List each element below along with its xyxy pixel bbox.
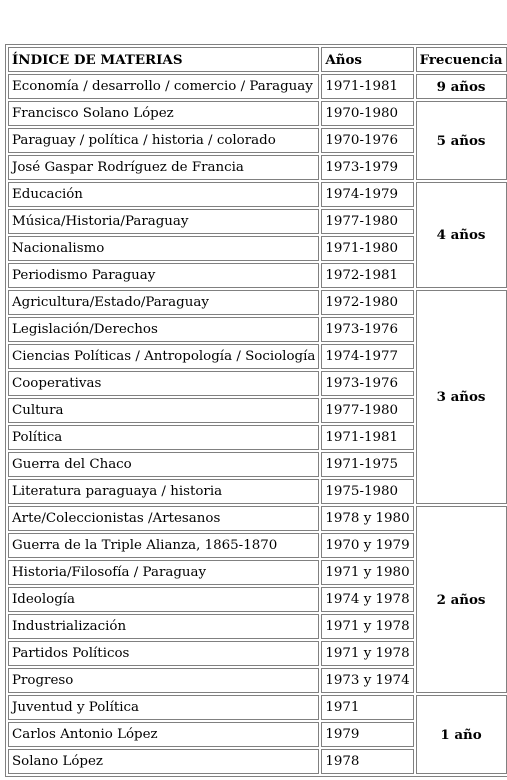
anos-cell: 1973-1976 <box>321 371 413 396</box>
materia-cell: Guerra de la Triple Alianza, 1865-1870 <box>8 533 319 558</box>
anos-cell: 1970 y 1979 <box>321 533 413 558</box>
anos-cell: 1977-1980 <box>321 209 413 234</box>
materia-cell: Partidos Políticos <box>8 641 319 666</box>
materia-cell: Política <box>8 425 319 450</box>
materia-cell: Francisco Solano López <box>8 101 319 126</box>
materia-cell: Legislación/Derechos <box>8 317 319 342</box>
frecuencia-cell: 5 años <box>416 101 507 180</box>
anos-cell: 1971-1981 <box>321 425 413 450</box>
table-row <box>8 182 507 207</box>
materia-cell: Arte/Coleccionistas /Artesanos <box>8 506 319 531</box>
frecuencia-cell: 1 año <box>416 695 507 774</box>
anos-cell: 1971-1980 <box>321 236 413 261</box>
anos-cell: 1970-1980 <box>321 101 413 126</box>
header-frecuencia: Frecuencia <box>416 47 507 72</box>
anos-cell: 1971-1975 <box>321 452 413 477</box>
materia-cell: José Gaspar Rodríguez de Francia <box>8 155 319 180</box>
materia-cell: Carlos Antonio López <box>8 722 319 747</box>
anos-cell: 1978 y 1980 <box>321 506 413 531</box>
anos-cell: 1974-1979 <box>321 182 413 207</box>
anos-cell: 1971 y 1978 <box>321 641 413 666</box>
materia-cell: Nacionalismo <box>8 236 319 261</box>
table-row <box>8 506 507 531</box>
materia-cell: Ciencias Políticas / Antropología / Sociología <box>8 344 319 369</box>
materia-cell: Educación <box>8 182 319 207</box>
header-anos: Años <box>321 47 413 72</box>
anos-cell: 1972-1980 <box>321 290 413 315</box>
materia-cell: Paraguay / política / historia / colorado <box>8 128 319 153</box>
header-row <box>8 47 507 72</box>
table-row <box>8 695 507 720</box>
materia-cell: Progreso <box>8 668 319 693</box>
anos-cell: 1977-1980 <box>321 398 413 423</box>
table-row <box>8 290 507 315</box>
materia-cell: Solano López <box>8 749 319 774</box>
materia-cell: Cooperativas <box>8 371 319 396</box>
materia-cell: Historia/Filosofía / Paraguay <box>8 560 319 585</box>
anos-cell: 1974 y 1978 <box>321 587 413 612</box>
materia-cell: Cultura <box>8 398 319 423</box>
anos-cell: 1973-1979 <box>321 155 413 180</box>
table-row <box>8 74 507 99</box>
anos-cell: 1979 <box>321 722 413 747</box>
materia-cell: Economía / desarrollo / comercio / Paraguay <box>8 74 319 99</box>
materia-cell: Música/Historia/Paraguay <box>8 209 319 234</box>
frecuencia-cell: 3 años <box>416 290 507 504</box>
materia-cell: Industrialización <box>8 614 319 639</box>
anos-cell: 1971 y 1980 <box>321 560 413 585</box>
anos-cell: 1978 <box>321 749 413 774</box>
table-body <box>8 74 507 774</box>
materia-cell: Literatura paraguaya / historia <box>8 479 319 504</box>
anos-cell: 1970-1976 <box>321 128 413 153</box>
frecuencia-cell: 9 años <box>416 74 507 99</box>
materia-cell: Juventud y Política <box>8 695 319 720</box>
table-row <box>8 101 507 126</box>
anos-cell: 1975-1980 <box>321 479 413 504</box>
document <box>5 44 507 777</box>
anos-cell: 1973 y 1974 <box>321 668 413 693</box>
anos-cell: 1971-1981 <box>321 74 413 99</box>
materia-cell: Guerra del Chaco <box>8 452 319 477</box>
anos-cell: 1974-1977 <box>321 344 413 369</box>
anos-cell: 1971 <box>321 695 413 720</box>
anos-cell: 1973-1976 <box>321 317 413 342</box>
frecuencia-cell: 4 años <box>416 182 507 288</box>
frecuencia-cell: 2 años <box>416 506 507 693</box>
materia-cell: Ideología <box>8 587 319 612</box>
materia-cell: Agricultura/Estado/Paraguay <box>8 290 319 315</box>
subject-index-table <box>5 44 507 777</box>
header-materia: ÍNDICE DE MATERIAS <box>8 47 319 72</box>
anos-cell: 1971 y 1978 <box>321 614 413 639</box>
materia-cell: Periodismo Paraguay <box>8 263 319 288</box>
anos-cell: 1972-1981 <box>321 263 413 288</box>
